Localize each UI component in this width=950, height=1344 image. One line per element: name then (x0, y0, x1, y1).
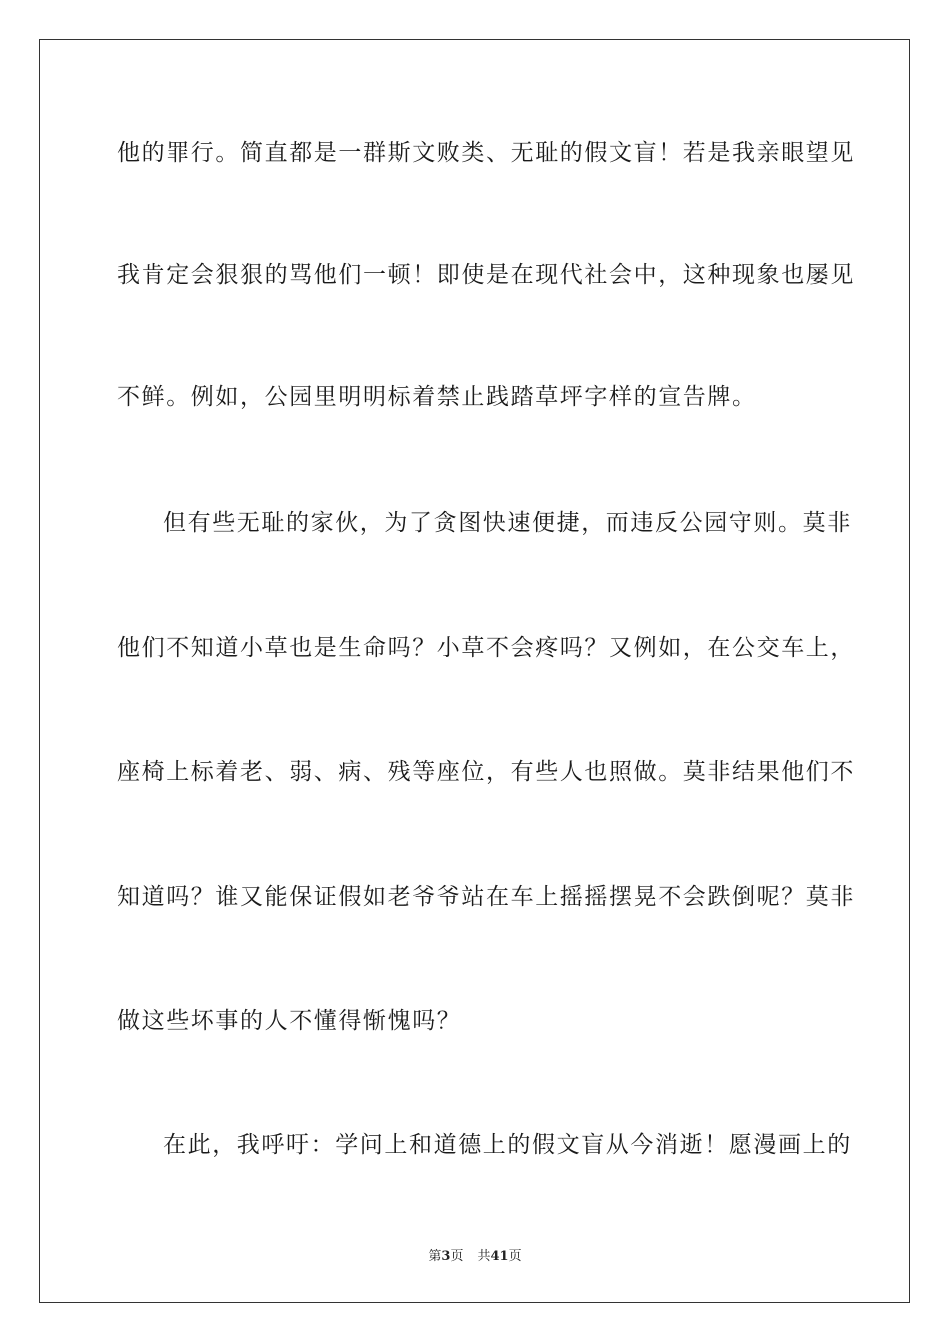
text-line: 知道吗？谁又能保证假如老爷爷站在车上摇摇摆晃不会跌倒呢？莫非 (117, 884, 855, 910)
page-border (39, 39, 910, 1303)
page-footer (0, 1248, 950, 1266)
page-number: 3 (441, 1249, 451, 1264)
text-line: 座椅上标着老、弱、病、残等座位，有些人也照做。莫非结果他们不 (117, 759, 855, 785)
total-prefix: 共 (477, 1249, 491, 1264)
text-line: 不鲜。例如，公园里明明标着禁止践踏草坪字样的宣告牌。 (117, 384, 757, 410)
page-suffix: 页 (450, 1249, 464, 1264)
text-line: 我肯定会狠狠的骂他们一顿！即使是在现代社会中，这种现象也屡见 (117, 262, 855, 288)
text-line: 他们不知道小草也是生命吗？小草不会疼吗？又例如，在公交车上， (117, 635, 855, 661)
total-suffix: 页 (508, 1249, 522, 1264)
text-line-indented: 但有些无耻的家伙，为了贪图快速便捷，而违反公园守则。莫非 (163, 510, 852, 536)
total-pages: 41 (490, 1249, 509, 1264)
text-line: 做这些坏事的人不懂得惭愧吗？ (117, 1008, 462, 1034)
page-prefix: 第 (428, 1249, 442, 1264)
text-line-indented: 在此，我呼吁：学问上和道德上的假文盲从今消逝！愿漫画上的 (163, 1132, 852, 1158)
text-line: 他的罪行。简直都是一群斯文败类、无耻的假文盲！若是我亲眼望见 (117, 140, 855, 166)
